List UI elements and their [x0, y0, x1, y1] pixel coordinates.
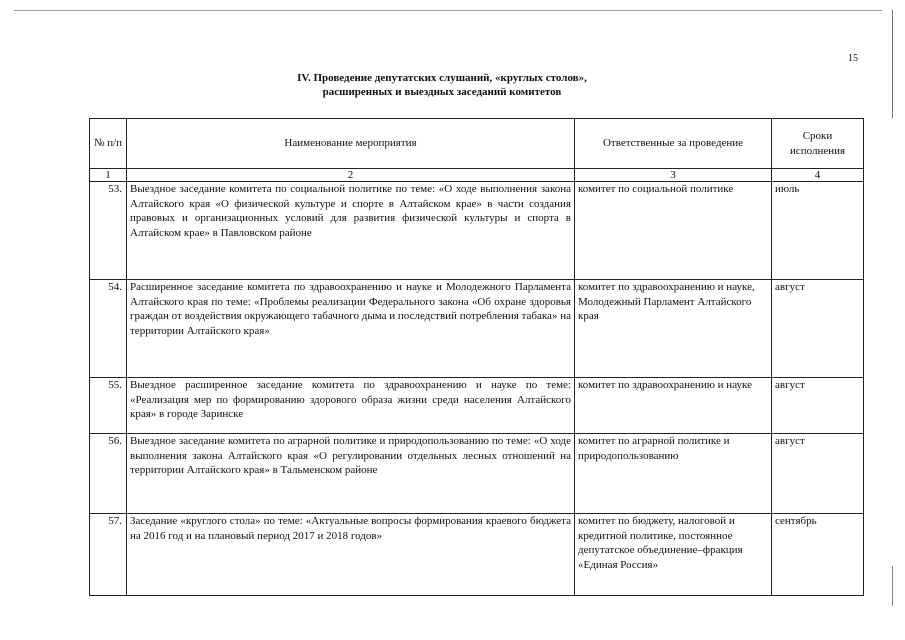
event-responsible: комитет по здравоохранению и науке, Молодежный Парламент Алтайского края [575, 280, 772, 378]
row-number: 55. [90, 378, 127, 434]
page-number: 15 [848, 53, 858, 64]
event-name: Выездное расширенное заседание комитета по здравоохранению и науке по теме: «Реализация мер по формированию здорового образа жизни среди населения Алтайского края» в городе Заринске [127, 378, 575, 434]
header-name: Наименование мероприятия [127, 119, 575, 169]
row-number: 53. [90, 182, 127, 280]
row-number: 54. [90, 280, 127, 378]
event-name: Выездное заседание комитета по аграрной политике и природопользованию по теме: «О ходе выполнения закона Алтайского края «О регулировании отдельных лесных отношений на территории Алтайского края» в Тальменском районе [127, 434, 575, 514]
table-row [90, 378, 864, 434]
column-number: 3 [575, 169, 772, 182]
event-dates: сентябрь [772, 514, 864, 596]
header-dates: Сроки исполнения [772, 119, 864, 169]
row-number: 56. [90, 434, 127, 514]
column-number-row [90, 169, 864, 182]
column-number: 1 [90, 169, 127, 182]
table-header-row [90, 119, 864, 169]
table-row [90, 434, 864, 514]
section-title-line: IV. Проведение депутатских слушаний, «круглых столов», [297, 72, 587, 84]
event-name: Расширенное заседание комитета по здравоохранению и науке и Молодежного Парламента Алтайского края по теме: «Проблемы реализации Федерального закона «Об охране здоровья граждан от воздействия окружающего табачного дыма и последствий потребления табака» на территории Алтайского края» [127, 280, 575, 378]
table-row [90, 280, 864, 378]
scan-edge-mark [892, 10, 893, 118]
event-responsible: комитет по аграрной политике и природопользованию [575, 434, 772, 514]
scan-edge-mark [892, 566, 893, 606]
events-table [89, 118, 864, 596]
scan-border-line [14, 10, 882, 11]
header-number: № п/п [90, 119, 127, 169]
header-responsible: Ответственные за проведение [575, 119, 772, 169]
row-number: 57. [90, 514, 127, 596]
table-row [90, 182, 864, 280]
event-dates: июль [772, 182, 864, 280]
column-number: 4 [772, 169, 864, 182]
table-row [90, 514, 864, 596]
event-dates: август [772, 378, 864, 434]
event-dates: август [772, 434, 864, 514]
event-name: Заседание «круглого стола» по теме: «Актуальные вопросы формирования краевого бюджета на 2016 год и на плановый период 2017 и 2018 годов» [127, 514, 575, 596]
section-title-line: расширенных и выездных заседаний комитетов [322, 86, 562, 98]
event-responsible: комитет по социальной политике [575, 182, 772, 280]
column-number: 2 [127, 169, 575, 182]
event-responsible: комитет по здравоохранению и науке [575, 378, 772, 434]
event-responsible: комитет по бюджету, налоговой и кредитной политике, постоянное депутатское объединение–фракция «Единая Россия» [575, 514, 772, 596]
event-name: Выездное заседание комитета по социальной политике по теме: «О ходе выполнения закона Алтайского края «О физической культуре и спорте в Алтайском крае» в части создания правовых и организационных условий для развития физической культуры и спорта в Алтайском крае» в Павловском районе [127, 182, 575, 280]
section-title [118, 71, 766, 99]
event-dates: август [772, 280, 864, 378]
